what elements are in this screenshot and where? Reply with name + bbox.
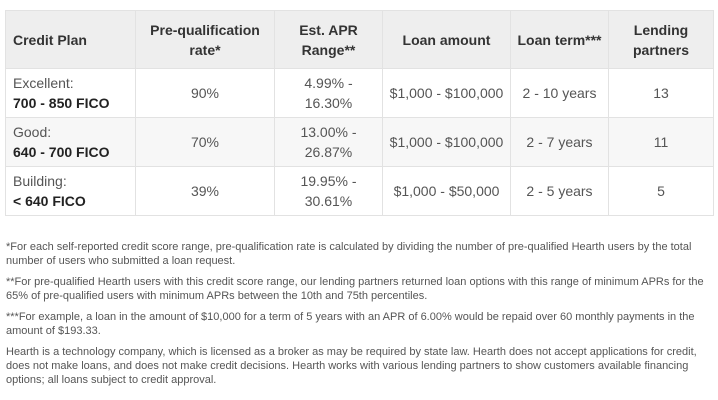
plan-score-range: 700 - 850 FICO	[13, 95, 110, 111]
apr-range-cell: 19.95% - 30.61%	[275, 167, 383, 216]
loan-amount-cell: $1,000 - $100,000	[383, 69, 511, 118]
plan-cell	[6, 118, 136, 167]
footnotes	[6, 240, 712, 394]
lending-partners-cell: 5	[609, 167, 714, 216]
plan-name: Excellent:	[13, 75, 74, 91]
plan-name: Good:	[13, 124, 52, 140]
loan-term-cell: 2 - 5 years	[511, 167, 609, 216]
plan-score-range: < 640 FICO	[13, 193, 86, 209]
plan-cell	[6, 69, 136, 118]
table-row-good	[6, 118, 714, 167]
apr-range-cell: 4.99% - 16.30%	[275, 69, 383, 118]
plan-score-range: 640 - 700 FICO	[13, 144, 110, 160]
header-loan-amount: Loan amount	[383, 11, 511, 69]
loan-amount-cell: $1,000 - $100,000	[383, 118, 511, 167]
loan-term-cell: 2 - 10 years	[511, 69, 609, 118]
apr-range-cell: 13.00% - 26.87%	[275, 118, 383, 167]
header-loan-term: Loan term***	[511, 11, 609, 69]
footnote-apr: **For pre-qualified Hearth users with this credit score range, our lending partners returned loan options with this range of minimum APRs for the 65% of pre-qualified users with minimum APRs between the 10th and 75th percentiles.	[6, 276, 704, 302]
prequalification-rate-cell: 39%	[136, 167, 275, 216]
loan-amount-cell: $1,000 - $50,000	[383, 167, 511, 216]
loan-term-cell: 2 - 7 years	[511, 118, 609, 167]
prequalification-rate-cell: 70%	[136, 118, 275, 167]
lending-partners-cell: 11	[609, 118, 714, 167]
table-row-building	[6, 167, 714, 216]
credit-plan-table	[5, 10, 714, 216]
header-prequalification-rate: Pre-qualification rate*	[136, 11, 275, 69]
plan-cell	[6, 167, 136, 216]
footnote-example: ***For example, a loan in the amount of $10,000 for a term of 5 years with an APR of 6.00% would be repaid over 60 monthly payments in the amount of $193.33.	[6, 311, 695, 337]
lending-partners-cell: 13	[609, 69, 714, 118]
prequalification-rate-cell: 90%	[136, 69, 275, 118]
table-row-excellent	[6, 69, 714, 118]
header-apr-range: Est. APR Range**	[275, 11, 383, 69]
plan-name: Building:	[13, 173, 67, 189]
header-lending-partners: Lending partners	[609, 11, 714, 69]
footnote-disclaimer: Hearth is a technology company, which is licensed as a broker as may be required by state law. Hearth does not accept applications for credit, does not make loans, and does not make credit decisions. Hearth works with various lending partners to show customers available financing options; all loans subject to credit approval.	[6, 346, 697, 386]
header-credit-plan: Credit Plan	[6, 11, 136, 69]
footnote-prequalification: *For each self-reported credit score range, pre-qualification rate is calculated by dividing the number of pre-qualified Hearth users by the total number of users who submitted a loan request.	[6, 241, 692, 267]
table-header-row	[6, 11, 714, 69]
